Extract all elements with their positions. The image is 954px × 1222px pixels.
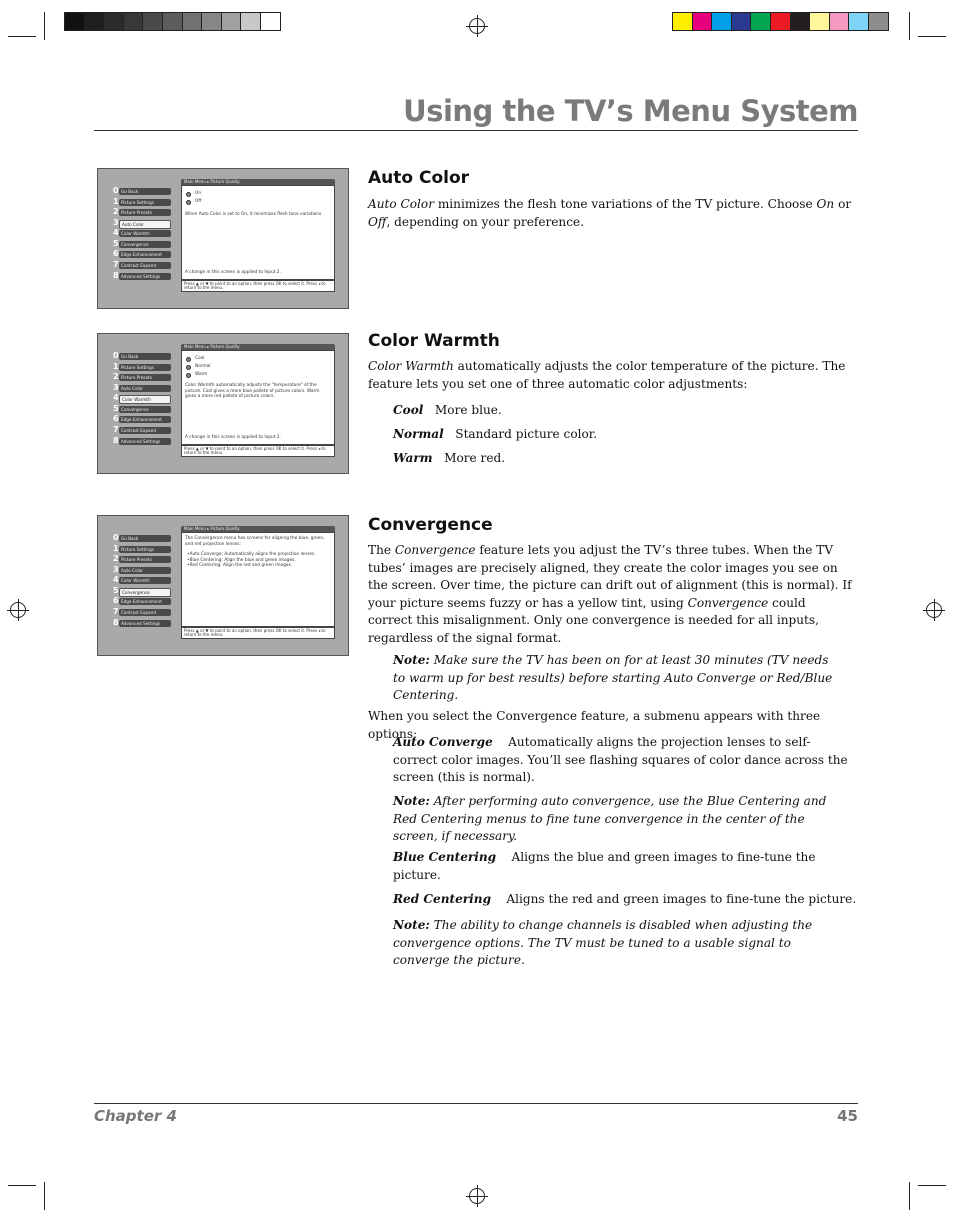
tv-input-note: A change in this screen is applied to Input 2. bbox=[185, 434, 281, 440]
tv-menu-number: 6 bbox=[113, 596, 119, 606]
tv-hint: Press ▲ or ▼ to point to an option, then press OK to select it. Press ◂ to return to the menu. bbox=[181, 445, 335, 457]
calibration-swatch bbox=[240, 12, 261, 31]
heading-auto-color: Auto Color bbox=[368, 168, 470, 188]
tv-menu-number: 3 bbox=[113, 217, 119, 227]
tv-menu-number: 2 bbox=[113, 554, 119, 564]
tv-menu-number: 1 bbox=[113, 361, 119, 371]
tv-menu-label: Picture Settings bbox=[119, 546, 171, 553]
tv-input-note: A change in this screen is applied to Input 2. bbox=[185, 269, 281, 275]
calibration-swatch bbox=[260, 12, 281, 31]
convergence-note-fine-tune: Note: After performing auto convergence, use the Blue Centering and Red Centering menus to fine tune convergence in the center of the screen, if necessary. bbox=[393, 794, 827, 844]
calibration-swatch bbox=[123, 12, 144, 31]
heading-color-warmth: Color Warmth bbox=[368, 331, 500, 351]
tv-menu-number: 2 bbox=[113, 372, 119, 382]
tv-menu-number: 8 bbox=[113, 617, 119, 627]
def-cool: Cool More blue. bbox=[393, 403, 502, 417]
calibration-swatch bbox=[692, 12, 713, 31]
tv-menu-item bbox=[113, 272, 171, 282]
calibration-swatch bbox=[868, 12, 889, 31]
tv-menu-item bbox=[113, 437, 171, 447]
tv-menu-number: 0 bbox=[113, 186, 119, 195]
tv-menu-item bbox=[113, 352, 171, 362]
calibration-swatch bbox=[672, 12, 693, 31]
tv-menu-item bbox=[113, 394, 171, 404]
tv-menu-label: Auto Color bbox=[119, 385, 171, 392]
radio-icon bbox=[186, 192, 191, 197]
tv-menu-label: Auto Color bbox=[119, 567, 171, 574]
tv-menu-label: Go Back bbox=[119, 353, 171, 360]
tv-screen-color-warmth bbox=[97, 333, 349, 474]
tv-option-panel bbox=[181, 350, 335, 445]
option-off: Off bbox=[186, 198, 332, 206]
tv-list-item: •Auto Converge: Automatically aligns the projection lenses. bbox=[187, 552, 316, 557]
tv-menu-number: 0 bbox=[113, 351, 119, 360]
calibration-swatch bbox=[711, 12, 732, 31]
radio-icon bbox=[186, 357, 191, 362]
tv-menu-item bbox=[113, 619, 171, 629]
calibration-swatch bbox=[731, 12, 752, 31]
option-normal: Normal bbox=[186, 363, 332, 371]
tv-description: The Convergence menu has screens for aligning the blue, green, and red projection lenses: bbox=[185, 536, 325, 547]
tv-menu-label: Go Back bbox=[119, 188, 171, 195]
def-red-centering: Red Centering Aligns the red and green images to fine-tune the picture. bbox=[393, 892, 857, 906]
tv-menu-label: Go Back bbox=[119, 535, 171, 542]
tv-menu-item bbox=[113, 555, 171, 565]
tv-menu-item bbox=[113, 587, 171, 597]
tv-menu-number: 8 bbox=[113, 435, 119, 445]
calibration-swatch bbox=[770, 12, 791, 31]
calibration-swatch bbox=[103, 12, 124, 31]
tv-menu-item bbox=[113, 373, 171, 383]
tv-menu-label: Edge Enhancement bbox=[119, 598, 171, 605]
header-rule bbox=[94, 130, 858, 131]
registration-mark-left bbox=[10, 602, 26, 618]
page-title: Using the TV’s Menu System bbox=[403, 94, 858, 128]
option-cool: Cool bbox=[186, 355, 332, 363]
tv-list-item: •Red Centering: Align the red and green images. bbox=[187, 563, 293, 568]
registration-mark-top bbox=[469, 18, 485, 34]
calibration-swatch bbox=[64, 12, 85, 31]
tv-menu-number: 5 bbox=[113, 585, 119, 595]
tv-menu-list bbox=[113, 352, 171, 447]
tv-hint: Press ▲ or ▼ to point to an option, then press OK to select it. Press ◂ to return to the menu. bbox=[181, 627, 335, 639]
tv-menu-label: Auto Color bbox=[119, 220, 171, 229]
tv-menu-item bbox=[113, 384, 171, 394]
radio-icon bbox=[186, 200, 191, 205]
tv-menu-number: 2 bbox=[113, 207, 119, 217]
color-warmth-paragraph: Color Warmth automatically adjusts the color temperature of the picture. The feature lets you set one of three automatic color adjustments: bbox=[368, 359, 846, 391]
radio-icon bbox=[186, 365, 191, 370]
option-warm: Warm bbox=[186, 371, 332, 379]
calibration-swatch bbox=[84, 12, 105, 31]
tv-menu-item bbox=[113, 229, 171, 239]
tv-menu-number: 7 bbox=[113, 260, 119, 270]
tv-menu-label: Edge Enhancement bbox=[119, 416, 171, 423]
tv-menu-item bbox=[113, 187, 171, 197]
tv-menu-item bbox=[113, 219, 171, 229]
chapter-label: Chapter 4 bbox=[94, 1107, 177, 1125]
tv-option-panel bbox=[181, 185, 335, 280]
footer-rule bbox=[94, 1103, 858, 1104]
tv-menu-label: Contrast Expand bbox=[119, 262, 171, 269]
page-number: 45 bbox=[837, 1107, 858, 1125]
convergence-paragraph: The Convergence feature lets you adjust the TV’s three tubes. When the TV tubes’ images are precisely aligned, they create the color images you see on the screen. Over time, the picture can drift out of alignment (this is normal). If your picture seems fuzzy or has a yellow tint, using Convergence could correct this misalignment. Only one convergence is needed for all inputs, regardless of the signal format. bbox=[368, 543, 852, 645]
tv-menu-label: Edge Enhancement bbox=[119, 251, 171, 258]
tv-breadcrumb: Main Menu ▸ Picture Quality bbox=[181, 526, 335, 532]
auto-color-paragraph: Auto Color minimizes the flesh tone variations of the TV picture. Choose On or Off, depending on your preference. bbox=[368, 197, 852, 229]
tv-menu-item bbox=[113, 198, 171, 208]
tv-menu-label: Convergence bbox=[119, 588, 171, 597]
calibration-swatch bbox=[829, 12, 850, 31]
tv-menu-item bbox=[113, 240, 171, 250]
tv-menu-item bbox=[113, 208, 171, 218]
tv-menu-item bbox=[113, 250, 171, 260]
tv-menu-number: 7 bbox=[113, 425, 119, 435]
tv-menu-item bbox=[113, 576, 171, 586]
calibration-swatch bbox=[162, 12, 183, 31]
tv-menu-list bbox=[113, 534, 171, 629]
calibration-swatch bbox=[790, 12, 811, 31]
tv-menu-item bbox=[113, 415, 171, 425]
calibration-swatch bbox=[142, 12, 163, 31]
tv-menu-number: 4 bbox=[113, 575, 119, 585]
tv-menu-list bbox=[113, 187, 171, 282]
tv-menu-number: 4 bbox=[113, 228, 119, 238]
calibration-swatch bbox=[201, 12, 222, 31]
tv-menu-number: 5 bbox=[113, 403, 119, 413]
tv-hint: Press ▲ or ▼ to point to an option, then press OK to select it. Press ◂ to return to the menu. bbox=[181, 280, 335, 292]
tv-menu-item bbox=[113, 405, 171, 415]
tv-menu-number: 6 bbox=[113, 249, 119, 259]
tv-breadcrumb: Main Menu ▸ Picture Quality bbox=[181, 179, 335, 185]
tv-menu-item bbox=[113, 363, 171, 373]
tv-menu-label: Picture Presets bbox=[119, 209, 171, 216]
tv-menu-item bbox=[113, 597, 171, 607]
tv-description: When Auto Color is set to On, it minimizes flesh tone variations. bbox=[185, 212, 323, 217]
radio-icon bbox=[186, 373, 191, 378]
tv-menu-label: Picture Settings bbox=[119, 199, 171, 206]
calibration-swatch bbox=[750, 12, 771, 31]
tv-menu-number: 3 bbox=[113, 382, 119, 392]
convergence-submenu-intro: When you select the Convergence feature, a submenu appears with three options: bbox=[368, 709, 821, 741]
tv-menu-label: Color Warmth bbox=[119, 395, 171, 404]
tv-menu-label: Convergence bbox=[119, 406, 171, 413]
tv-menu-item bbox=[113, 534, 171, 544]
tv-menu-number: 4 bbox=[113, 393, 119, 403]
tv-option-panel bbox=[181, 532, 335, 627]
def-warm: Warm More red. bbox=[393, 451, 506, 465]
tv-menu-label: Contrast Expand bbox=[119, 427, 171, 434]
tv-menu-label: Picture Presets bbox=[119, 556, 171, 563]
tv-description: Color Warmth automatically adjusts the "temperature" of the picture. Cool gives a more blue pallete of picture colors. Warm gives a more red pallete of picture colors. bbox=[185, 383, 320, 399]
tv-menu-label: Color Warmth bbox=[119, 577, 171, 584]
convergence-note-warmup: Note: Make sure the TV has been on for at least 30 minutes (TV needs to warm up for best results) before starting Auto Converge or Red/Blue Centering. bbox=[393, 653, 833, 703]
tv-menu-item bbox=[113, 426, 171, 436]
tv-menu-label: Contrast Expand bbox=[119, 609, 171, 616]
tv-menu-number: 5 bbox=[113, 238, 119, 248]
registration-mark-right bbox=[926, 602, 942, 618]
tv-menu-label: Advanced Settings bbox=[119, 620, 171, 627]
tv-menu-number: 3 bbox=[113, 564, 119, 574]
calibration-swatch bbox=[848, 12, 869, 31]
convergence-note-channels: Note: The ability to change channels is disabled when adjusting the convergence options. The TV must be tuned to a usable signal to converge the picture. bbox=[393, 918, 813, 968]
registration-mark-bottom bbox=[469, 1188, 485, 1204]
tv-menu-item bbox=[113, 566, 171, 576]
heading-convergence: Convergence bbox=[368, 515, 493, 535]
tv-menu-number: 6 bbox=[113, 414, 119, 424]
tv-menu-label: Advanced Settings bbox=[119, 273, 171, 280]
tv-menu-number: 1 bbox=[113, 196, 119, 206]
tv-menu-label: Picture Presets bbox=[119, 374, 171, 381]
tv-menu-number: 1 bbox=[113, 543, 119, 553]
tv-menu-label: Advanced Settings bbox=[119, 438, 171, 445]
calibration-swatch bbox=[221, 12, 242, 31]
tv-menu-number: 7 bbox=[113, 607, 119, 617]
def-normal: Normal Standard picture color. bbox=[393, 427, 598, 441]
tv-menu-item bbox=[113, 608, 171, 618]
tv-list-item: •Blue Centering: Align the blue and green images. bbox=[187, 557, 296, 563]
tv-screen-convergence bbox=[97, 515, 349, 656]
tv-menu-item bbox=[113, 261, 171, 271]
tv-breadcrumb: Main Menu ▸ Picture Quality bbox=[181, 344, 335, 350]
def-blue-centering: Blue Centering Aligns the blue and green images to fine-tune the picture. bbox=[393, 850, 816, 882]
def-auto-converge: Auto Converge Automatically aligns the projection lenses to self-correct color images. You’ll see flashing squares of color dance across the screen (this is normal). bbox=[393, 735, 848, 785]
tv-menu-label: Color Warmth bbox=[119, 230, 171, 237]
tv-menu-label: Convergence bbox=[119, 241, 171, 248]
tv-screen-auto-color bbox=[97, 168, 349, 309]
tv-menu-item bbox=[113, 545, 171, 555]
tv-menu-number: 0 bbox=[113, 533, 119, 542]
tv-menu-label: Picture Settings bbox=[119, 364, 171, 371]
calibration-swatch bbox=[809, 12, 830, 31]
calibration-swatch bbox=[182, 12, 203, 31]
option-on: On bbox=[186, 190, 332, 198]
tv-menu-number: 8 bbox=[113, 270, 119, 280]
